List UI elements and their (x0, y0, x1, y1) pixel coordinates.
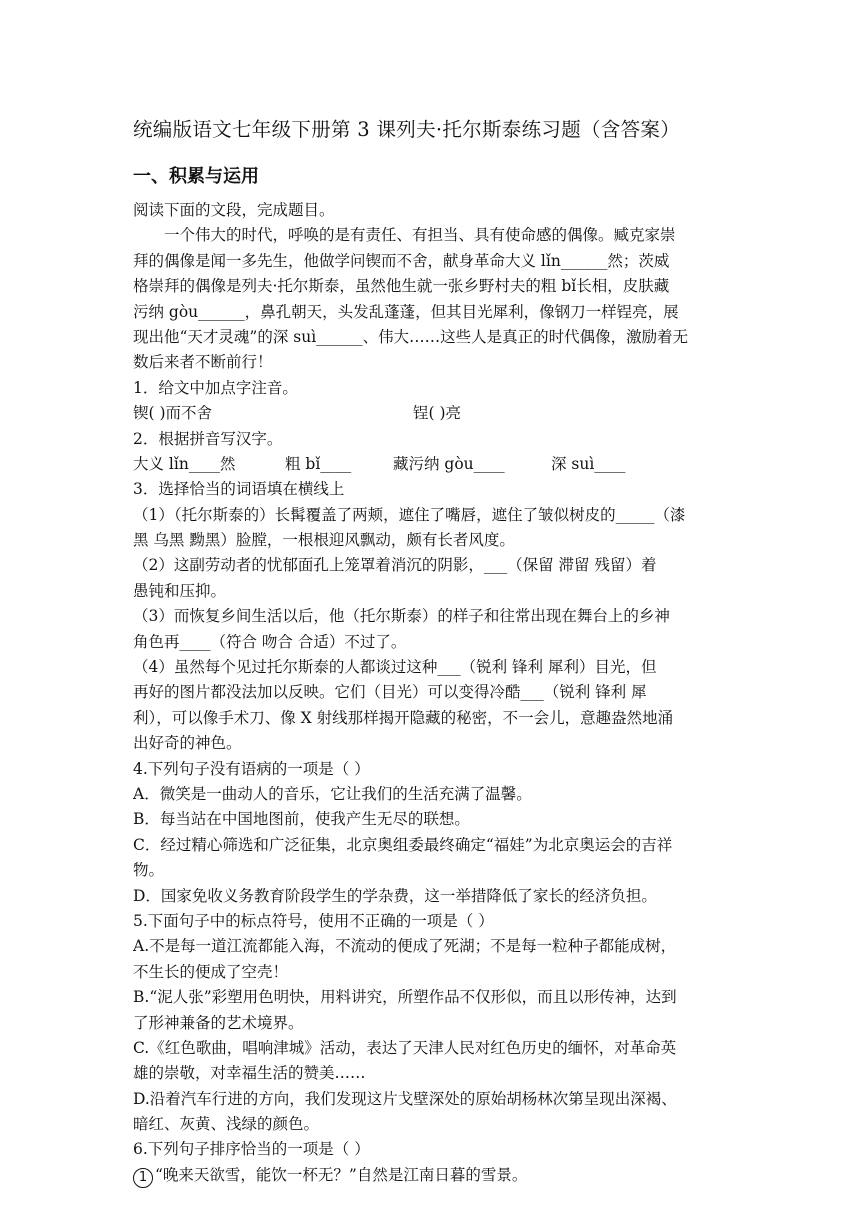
question-1-item: 锃( )亮 (413, 404, 462, 423)
document-body (133, 198, 733, 1188)
option-a: A．微笑是一曲动人的音乐，它让我们的生活充满了温馨。 (133, 784, 532, 803)
question-2-item: 大义 lǐn____然 (133, 454, 236, 473)
option-d: D.沿着汽车行进的方向，我们发现这片戈壁深处的原始胡杨林次第呈现出深褐、 (133, 1089, 677, 1108)
question-2-item: 粗 bǐ____ (285, 454, 352, 473)
option-b: B．每当站在中国地图前，使我产生无尽的联想。 (133, 810, 470, 829)
question-1-item: 锲( )而不舍 (133, 404, 213, 423)
intro-line: 阅读下面的文段，完成题目。 (133, 201, 335, 219)
question-2-items (133, 452, 733, 477)
option-b-cont: 了形神兼备的艺术境界。 (133, 1013, 304, 1032)
question-3-line: （2）这副劳动者的忧郁面孔上笼罩着消沉的阴影，___（保留 滞留 残留）着 (133, 556, 657, 575)
question-3-line: 黑 乌黑 黝黑）脸膛，一根根迎风飘动，颇有长者风度。 (133, 531, 515, 550)
option-d-cont: 暗红、灰黄、浅绿的颜色。 (133, 1115, 320, 1134)
question-3: 3．选择恰当的词语填在横线上 (133, 480, 345, 499)
question-4: 4.下列句子没有语病的一项是（ ） (133, 759, 370, 778)
question-1: 1．给文中加点字注音。 (133, 378, 298, 397)
option-c-cont: 物。 (133, 861, 165, 880)
question-2: 2．根据拼音写汉字。 (133, 429, 283, 448)
option-b: B.“泥人张”彩塑用色明快，用料讲究，所塑作品不仅形似，而且以形传神，达到 (133, 988, 677, 1007)
passage-line: 拜的偶像是闻一多先生，他做学问锲而不舍，献身革命大义 lǐn______然；茨威 (133, 251, 670, 270)
option-c: C.《红色歌曲，唱响津城》活动，表达了天津人民对红色历史的缅怀，对革命英 (133, 1038, 677, 1057)
question-3-line: （4）虽然每个见过托尔斯泰的人都谈过这种___（锐利 锋利 犀利）目光，但 (133, 658, 657, 677)
option-c: C．经过精心筛选和广泛征集，北京奥组委最终确定“福娃”为北京奥运会的吉祥 (133, 835, 673, 854)
question-6: 6.下列句子排序恰当的一项是（ ） (133, 1140, 370, 1159)
question-3-line: 愚钝和压抑。 (133, 581, 227, 600)
sentence-text: “晚来天欲雪，能饮一杯无？”自然是江南日暮的雪景。 (155, 1165, 528, 1184)
question-2-item: 藏污纳 gòu____ (393, 454, 505, 473)
question-5: 5.下面句子中的标点符号，使用不正确的一项是（ ） (133, 911, 494, 930)
passage-line: 污纳 gòu______，鼻孔朝天，头发乱蓬蓬，但其目光犀利，像钢刀一样锃亮，展 (133, 302, 679, 321)
sentence-item (133, 1163, 733, 1188)
section-heading: 一、积累与运用 (133, 166, 259, 187)
question-3-line: （1）（托尔斯泰的）长髯覆盖了两颊，遮住了嘴唇，遮住了皱似树皮的_____（漆 (133, 505, 686, 524)
question-3-line: 出好奇的神色。 (133, 734, 242, 753)
question-3-line: 利），可以像手术刀、像 X 射线那样揭开隐藏的秘密，不一会儿，意趣盎然地涌 (133, 708, 674, 727)
document-title: 统编版语文七年级下册第 3 课列夫·托尔斯泰练习题（含答案） (133, 118, 681, 141)
passage-line: 现出他“天才灵魂”的深 suì______、伟大……这些人是真正的时代偶像，激励着无 (133, 327, 689, 346)
option-a-cont: 不生长的便成了空壳！ (133, 962, 289, 981)
passage-line: 一个伟大的时代，呼唤的是有责任、有担当、具有使命感的偶像。臧克家崇 (164, 226, 676, 245)
question-3-line: 角色再____（符合 吻合 合适）不过了。 (133, 632, 407, 651)
passage-line: 数后来者不断前行！ (133, 353, 273, 372)
question-2-item: 深 suì____ (551, 454, 626, 473)
option-d: D．国家免收义务教育阶段学生的学杂费，这一举措降低了家长的经济负担。 (133, 886, 657, 905)
circled-number: 1 (133, 1168, 153, 1188)
passage-line: 格崇拜的偶像是列夫·托尔斯泰，虽然他生就一张乡野村夫的粗 bǐ长相，皮肤藏 (133, 277, 670, 296)
question-3-line: （3）而恢复乡间生活以后，他（托尔斯泰）的样子和往常出现在舞台上的乡神 (133, 607, 670, 626)
question-1-items (133, 401, 733, 426)
question-3-line: 再好的图片都没法加以反映。它们（目光）可以变得冷酷___（锐利 锋利 犀 (133, 683, 647, 702)
option-a: A.不是每一道江流都能入海，不流动的便成了死湖；不是每一粒种子都能成树， (133, 937, 677, 956)
option-c-cont: 雄的崇敬，对幸福生活的赞美…… (133, 1064, 366, 1083)
